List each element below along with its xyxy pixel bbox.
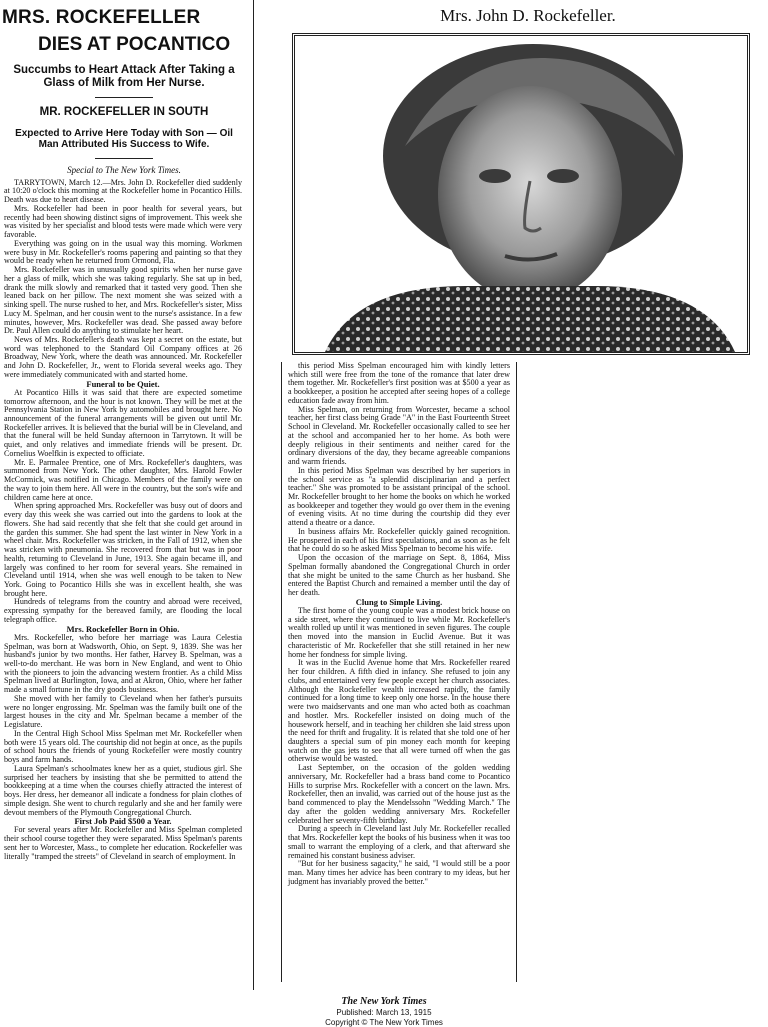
mid-paragraph: Upon the occasion of the marriage on Sept. 8, 1864, Miss Spelman formally abandoned the Congregational Church in order that she might be united to the same Church as her husband. She entered the Baptist Church and remained a member until the day of her death. [288, 553, 510, 598]
headline-line-1: MRS. ROCKEFELLER [2, 7, 201, 28]
column-rule [253, 0, 254, 990]
subheading-funeral: Funeral to be Quiet. [86, 378, 160, 389]
portrait-photo-icon [295, 36, 747, 352]
born-paragraph: Laura Spelman's schoolmates knew her as a quiet, studious girl. She surprised her teachers by insisting that she be permitted to attend the bookkeeping at a time when the courses chiefly attracted the interest of boys. Her dress, her demeanor all indicate a fondness for plain clothes of simple design. She went to church regularly and she and her family were devout members of the Plymouth Congregational Church. [4, 763, 242, 817]
article-body-left [4, 179, 242, 862]
funeral-paragraph: Hundreds of telegrams from the country and abroad were received, expressing sympathy for the bereaved family, are flooding the local telegraph office. [4, 597, 242, 624]
cling-paragraph: Last September, on the occasion of the golden wedding anniversary, Mr. Rockefeller had a brass band come to Pocantico Hills to surprise Mrs. Rockefeller with a concert on the lawn. Mrs. Rockefeller, then an invalid, was carried out of the house just as the band commenced to play the Mendelssohn "Wedding March." The day after the golden wedding anniversary Mrs. Rockefeller celebrated her seventy-fifth birthday. [288, 763, 510, 825]
divider [95, 97, 153, 98]
page-footer [0, 996, 768, 1027]
left-paragraph: News of Mrs. Rockefeller's death was kept a secret on the estate, but word was telephoned to the Standard Oil Company offices at 26 Broadway, New York, where the death was announced. Mr. Rockefeller and John D. Rockefeller, Jr., went to Florida several weeks ago. They were immediately communicated with and started home. [4, 334, 242, 379]
copyright-notice: Copyright © The New York Times [325, 1017, 443, 1027]
mid-paragraph: In business affairs Mr. Rockefeller quickly gained recognition. He prospered in each of his first speculations, and as soon as he felt that he could do so he asked Miss Spelman to become his wife. [288, 526, 510, 554]
funeral-paragraph: When spring approached Mrs. Rockefeller was busy out of doors and every day this week she was carried out into the gardens to look at the flowers. She had said recently that she felt that she could get around in the garden this summer. She had spent the last winter in New York in a wheel chair. Mrs. Rockefeller was stricken, in the Fall of 1912, when she was stricken with pneumonia. She recovered from that but was in poor health, returning to Cleveland in June, 1913. She again became ill, and largely was confined to her room for several years. She remained in Cleveland until 1914, when she was well enough to be taken to New York. Going to Pocantico Hills she was in excellent health, she was brought here. [4, 501, 242, 598]
subheading-born: Mrs. Rockefeller Born in Ohio. [66, 623, 180, 634]
cling-paragraph: It was in the Euclid Avenue home that Mrs. Rockefeller reared her four children. A fifth died in infancy. She refused to join any clubs, and entertained very few people except her church associates. Although the Rockefeller wealth increased rapidly, the family continued for a long time to keep only one horse. In the house there were two maidservants and one man who acted both as coachman and hostler. Mrs. Rockefeller insisted on doing much of the housework herself, and in teaching her children she laid stress upon the need for thrift and frugality. It is related that she told one of her daughters a special sum of pin money each month for keeping watch on the gas jets to see that all were turned off when the gas otherwise would be wasted. [288, 658, 510, 764]
cling-paragraph: "But for her business sagacity," he said, "I would still be a poor man. Many times her advice has been contrary to my ideas, but her judgment has invariably proved the better." [288, 859, 510, 886]
cling-paragraph: During a speech in Cleveland last July Mr. Rockefeller recalled that Mrs. Rockefeller kept the books of his business when it was too small to warrant the employing of a clerk, and that afterward she remained his constant business adviser. [288, 824, 510, 860]
headline-line-2: DIES AT POCANTICO [38, 34, 231, 55]
left-paragraph: TARRYTOWN, March 12.—Mrs. John D. Rockefeller died suddenly at 10:20 o'clock this morning at the Rockefeller home in Pocantico Hills. Death was due to heart disease. [4, 177, 242, 205]
photo-caption: Mrs. John D. Rockefeller. [440, 6, 616, 25]
funeral-paragraph: Mr. E. Parmalee Prentice, one of Mrs. Rockefeller's daughters, was summoned from New York. The other daughter, Mrs. Harold Fowler McCormick, was notified in Chicago. Members of the family were on the way to join them here. All were in the country, but the son's wife and children came here at once. [4, 457, 242, 502]
newspaper-logo: The New York Times [341, 996, 427, 1007]
left-paragraph: Everything was going on in the usual way this morning. Workmen were busy in Mr. Rockefeller's rooms papering and painting so that they would be ready when he returned from Ormond, Fla. [4, 238, 242, 266]
mid-paragraph: In this period Miss Spelman was described by her superiors in the school service as "a splendid disciplinarian and a perfect teacher." She was promoted to be assistant principal of the school. Mr. Rockefeller brought to her home the books on which he worked as bookkeeper and together they would go over them in the evening of evening visits. At no time during the courtship did they ever attend a theatre or a dance. [288, 465, 510, 528]
mid-paragraph: Miss Spelman, on returning from Worcester, became a school teacher, her first class being Grade "A" in the East Fourteenth Street School in Cleveland. Mr. Rockefeller occasionally called to see her at the school and accompanied her to her home. As both were deeply religious in their sentiments and neither cared for the ordinary diversions of the day, they became agreeable companions and warm friends. [288, 404, 510, 467]
divider [95, 158, 153, 159]
subheading-cling: Clung to Simple Living. [355, 596, 443, 607]
article-body-mid [288, 362, 510, 887]
published-date: Published: March 13, 1915 [336, 1008, 432, 1017]
column-rule [516, 362, 517, 982]
cling-paragraph: The first home of the young couple was a modest brick house on a side street, where they continued to live while Mr. Rockefeller's wealth rolled up until it was mentioned in seven figures. The couple then moved into the mansion in Euclid Avenue. But it was characteristic of Mr. Rockefeller that she still retained in her new home her fondness for simple living. [288, 606, 510, 659]
born-paragraph: In the Central High School Miss Spelman met Mr. Rockefeller when both were 15 years old. The courtship did not begin at once, as the pupils of school hours the friends of young Rockefeller were mostly country boys and farm hands. [4, 728, 242, 765]
funeral-paragraph: At Pocantico Hills it was said that there are expected sometime tomorrow afternoon, and the hour is not known. They will be met at the Pennsylvania Station in New York by automobiles and brought here. No announcement of the funeral arrangements will be given out until Mr. Rockefeller arrives. It is believed that the burial will be in Cleveland, and that the funeral will be held Sunday afternoon in Tarrytown. It will be quiet, and only relatives and immediate friends will be present. Dr. Cornelius Woelfkin is expected to officiate. [4, 387, 242, 458]
job-paragraph: For several years after Mr. Rockefeller and Miss Spelman completed their school course together they were separated. Miss Spelman's parents sent her to Worcester, Mass., to complete her education. Rockefeller was literally "tramped the streets" of Cleveland in search of employment. In [4, 825, 242, 861]
deck-secondary: Expected to Arrive Here Today with Son — Oil Man Attributed His Success to Wife. [15, 127, 233, 151]
born-paragraph: She moved with her family to Cleveland when her father's pursuits were no longer engrossing. Mr. Spelman was the family built one of the largest houses in the city and Mr. Spelman became a member of the Legislature. [4, 693, 242, 730]
mid-paragraph: this period Miss Spelman encouraged him with kindly letters which still were free from the tone of the romance that later drew them together. Mr. Rockefeller's first position was at $500 a year as a bookkeeper, a position he accepted after seeing hopes of a college education fade away from him. [288, 362, 510, 405]
subhead: MR. ROCKEFELLER IN SOUTH [39, 105, 209, 118]
article-left-column [0, 0, 248, 1005]
born-paragraph: Mrs. Rockefeller, who before her marriage was Laura Celestia Spelman, was born at Wadsworth, Ohio, on Sept. 9, 1839. She was her husband's junior by two months. Her father, Harvey B. Spelman, was a well-to-do merchant. He was born in New England, and went to Ohio with the pioneers to join the advancing western frontier. As a child Miss Spelman lived at Burlington, Iowa, and at Akron, Ohio, where her father made a small fortune in the dry goods business. [4, 632, 242, 695]
subheading-job: First Job Paid $500 a Year. [74, 816, 172, 827]
article-mid-column [282, 362, 514, 972]
portrait-photo [292, 33, 750, 355]
left-paragraph: Mrs. Rockefeller had been in poor health for several years, but recently had been showing distinct signs of improvement. This week she was visited by her specialist and blood tests were made which were very favorable. [4, 203, 242, 240]
left-paragraph: Mrs. Rockefeller was in unusually good spirits when her nurse gave her a glass of milk, which she was taking regularly. She sat up in bed, drank the milk slowly and remarked that it tasted very good. Then she leaned back on her pillow. The next moment she was seized with a sinking spell. The nurse rushed to her, and Mrs. Rockefeller's sister, Miss Lucy M. Spelman, and her cousin went to the nurse's assistance. In a few minutes, however, Mrs. Rockefeller was dead. She passed away before Dr. Paul Allen could do anything to stimulate her heart. [4, 265, 242, 336]
byline: Special to The New York Times. [67, 164, 181, 175]
deck: Succumbs to Heart Attack After Taking a Glass of Milk from Her Nurse. [13, 64, 235, 89]
